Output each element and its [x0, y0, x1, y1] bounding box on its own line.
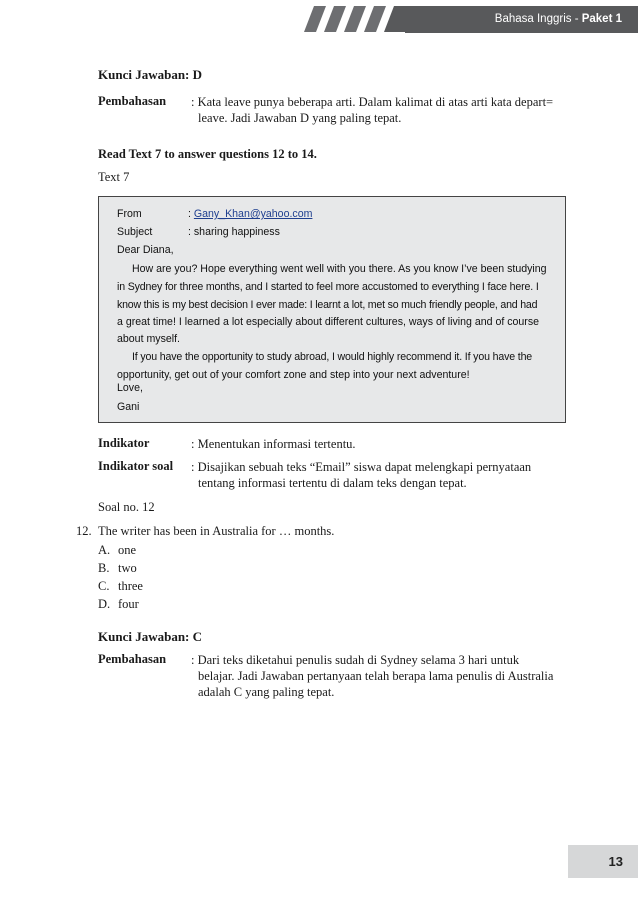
email-p1-line: about myself. [117, 333, 181, 345]
discussion2-line-1: : Dari teks diketahui penulis sudah di Sydney selama 3 hari untuk [191, 653, 520, 667]
indicator-soal-line-2: tentang informasi tertentu di dalam teks dengan tepat. [198, 476, 467, 490]
option-a[interactable]: A. one [98, 543, 137, 557]
discussion-line-1: : Kata leave punya beberapa arti. Dalam kalimat di atas arti kata depart= [191, 95, 554, 109]
question-number-label: Soal no. 12 [98, 500, 155, 514]
email-from-value: : Gany_Khan@yahoo.com [188, 208, 313, 220]
reading-instruction: Read Text 7 to answer questions 12 to 14. [98, 147, 317, 161]
option-c[interactable]: C. three [98, 579, 143, 593]
email-p1-line: a great time! I learned a lot especially about different cultures, ways of living and of course [117, 316, 540, 328]
discussion-line-2: leave. Jadi Jawaban D yang paling tepat. [198, 111, 402, 125]
email-p2-line: opportunity, get out of your comfort zone and step into your next adventure! [117, 369, 470, 381]
answer-key-2: Kunci Jawaban: C [98, 629, 203, 644]
answer-key-1: Kunci Jawaban: D [98, 67, 203, 82]
indicator-soal-label: Indikator soal [98, 459, 174, 473]
email-subject-value: : sharing happiness [188, 226, 280, 238]
email-subject-label: Subject [117, 226, 153, 238]
page-number: 13 [608, 854, 623, 869]
discussion2-line-2: belajar. Jadi Jawaban pertanyaan telah berapa lama penulis di Australia [198, 669, 554, 683]
option-d[interactable]: D. four [98, 597, 139, 611]
discussion2-line-3: adalah C yang paling tepat. [198, 685, 335, 699]
email-signature: Gani [117, 401, 140, 413]
email-address-link[interactable]: Gany_Khan@yahoo.com [193, 208, 313, 220]
option-b[interactable]: B. two [98, 561, 137, 575]
question-number: 12. [76, 524, 92, 538]
email-p1-line: know this is my best decision I ever made: I learnt a lot, met so much friendly people, and had [117, 299, 538, 311]
email-p1-line: How are you? Hope everything went well with you there. As you know I’ve been studying [132, 263, 547, 275]
question-text: The writer has been in Australia for … months. [98, 524, 335, 538]
email-from-label: From [117, 208, 142, 220]
indicator-value: : Menentukan informasi tertentu. [191, 437, 356, 451]
header-title: Bahasa Inggris - Paket 1 [494, 13, 622, 25]
header-slash-decoration [300, 4, 410, 34]
indicator-label: Indikator [98, 436, 150, 450]
indicator-soal-line-1: : Disajikan sebuah teks “Email” siswa dapat melengkapi pernyataan [191, 460, 532, 474]
email-p1-line: in Sydney for three months, and I started to feel more accustomed to everything I face here. I [117, 281, 539, 293]
text-label: Text 7 [98, 170, 130, 184]
email-closing: Love, [117, 382, 143, 394]
email-greeting: Dear Diana, [117, 244, 174, 256]
email-p2-line: If you have the opportunity to study abroad, I would highly recommend it. If you have the [132, 351, 533, 363]
discussion-label-1: Pembahasan [98, 94, 167, 108]
discussion-label-2: Pembahasan [98, 652, 167, 666]
